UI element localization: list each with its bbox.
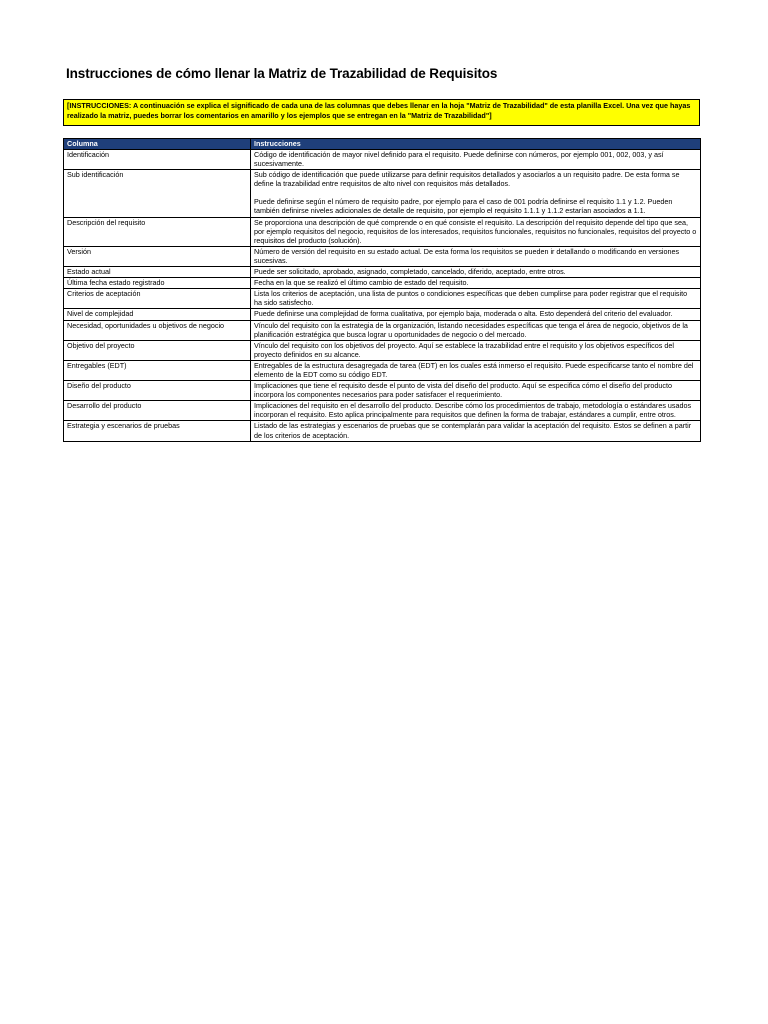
instructions-cell [251, 170, 701, 217]
column-name-cell: Última fecha estado registrado [64, 278, 251, 289]
column-name-cell: Desarrollo del producto [64, 401, 251, 421]
instructions-cell [251, 381, 701, 401]
instructions-cell [251, 246, 701, 266]
column-name-cell: Entregables (EDT) [64, 360, 251, 380]
column-name-cell: Estado actual [64, 267, 251, 278]
instructions-cell [251, 150, 701, 170]
instructions-cell [251, 217, 701, 246]
instruction-paragraph: Se proporciona una descripción de qué comprende o en qué consiste el requisito. La descripción del requisito depende del tipo que sea, por ejemplo requisitos del negocio, requisitos de los interesados, requisitos funcionales, requisitos no funcionales, requisitos del proyecto o requisitos del producto (solución). [254, 217, 697, 245]
instructions-cell [251, 289, 701, 309]
table-row [64, 217, 701, 246]
instructions-cell [251, 267, 701, 278]
instruction-paragraph: Código de identificación de mayor nivel definido para el requisito. Puede definirse con números, por ejemplo 001, 002, 003, y así sucesivamente. [254, 150, 664, 169]
instructions-table [63, 138, 701, 442]
instructions-cell [251, 421, 701, 441]
column-name-cell: Criterios de aceptación [64, 289, 251, 309]
table-row [64, 170, 701, 217]
instruction-paragraph: Listado de las estrategias y escenarios de pruebas que se contemplarán para validar la aceptación del requisito. Estos se definen a partir de los criterios de aceptación. [254, 421, 692, 440]
instruction-paragraph: Vínculo del requisito con los objetivos del proyecto. Aquí se establece la trazabilidad entre el requisito y los objetivos específicos del proyecto definidos en su alcance. [254, 340, 674, 359]
table-row [64, 360, 701, 380]
table-row [64, 246, 701, 266]
instruction-paragraph: Implicaciones del requisito en el desarrollo del producto. Describe cómo los procedimientos de trabajo, metodología o estándares usados incorporan el requisito. Esto aplica principalmente para requisitos que definen la forma de trabajar, estándares a cumplir, entre otros. [254, 401, 692, 420]
column-name-cell: Nivel de complejidad [64, 309, 251, 320]
column-name-cell: Diseño del producto [64, 381, 251, 401]
instruction-paragraph: Lista los criterios de aceptación, una lista de puntos o condiciones específicas que deben cumplirse para poder registrar que el requisito ha sido satisfecho. [254, 289, 688, 308]
header-instrucciones: Instrucciones [251, 139, 701, 150]
table-row [64, 309, 701, 320]
column-name-cell: Descripción del requisito [64, 217, 251, 246]
instruction-paragraph: Puede definirse según el número de requisito padre, por ejemplo para el caso de 001 podría definirse el requisito 1.1 y 1.2. Pueden también definirse niveles adicionales de detalle de requisito, por ejemplo el requisito 1.1.1 y 1.1.2 estarían asociados a 1.1. [254, 197, 673, 216]
column-name-cell: Versión [64, 246, 251, 266]
column-name-cell: Sub identificación [64, 170, 251, 217]
column-name-cell: Estrategia y escenarios de pruebas [64, 421, 251, 441]
table-row [64, 267, 701, 278]
instructions-cell [251, 401, 701, 421]
instruction-paragraph: Sub código de identificación que puede utilizarse para definir requisitos detallados y asociarlos a un requisito padre. De esta forma se define la trazabilidad entre requisitos de alto nivel con requisitos más detallados. [254, 170, 680, 189]
instruction-paragraph: Implicaciones que tiene el requisito desde el punto de vista del diseño del producto. Aquí se especifica cómo el diseño del producto incorpora los componentes necesarios para poder satisfacer el requerimiento. [254, 381, 672, 400]
instructions-cell [251, 309, 701, 320]
column-name-cell: Necesidad, oportunidades u objetivos de negocio [64, 320, 251, 340]
instruction-paragraph: Entregables de la estructura desagregada de tarea (EDT) en los cuales está inmerso el requisito. Puede especificarse tanto el nombre del elemento de la EDT como su código EDT. [254, 360, 694, 379]
instructions-cell [251, 320, 701, 340]
table-row [64, 381, 701, 401]
column-name-cell: Objetivo del proyecto [64, 340, 251, 360]
instructions-cell [251, 360, 701, 380]
instruction-paragraph: Puede ser solicitado, aprobado, asignado, completado, cancelado, diferido, aceptado, entre otros. [254, 267, 566, 277]
column-name-cell: Identificación [64, 150, 251, 170]
table-row [64, 150, 701, 170]
table-row [64, 278, 701, 289]
table-row [64, 320, 701, 340]
instruction-paragraph: Número de versión del requisito en su estado actual. De esta forma los requisitos se pueden ir detallando o modificando en versiones sucesivas. [254, 246, 680, 265]
table-row [64, 421, 701, 441]
page-title: Instrucciones de cómo llenar la Matriz de Trazabilidad de Requisitos [66, 66, 498, 81]
table-row [64, 401, 701, 421]
header-columna: Columna [64, 139, 251, 150]
instructions-cell [251, 278, 701, 289]
instruction-paragraph: Vínculo del requisito con la estrategia de la organización, listando necesidades específicas que tenga el área de negocio, objetivos de la planificación estratégica que busca lograr u oportunidades de negocio o del mercado. [254, 320, 688, 339]
table-header-row [64, 139, 701, 150]
instructions-note: [INSTRUCCIONES: A continuación se explica el significado de cada una de las columnas que debes llenar en la hoja "Matriz de Trazabilidad" de esta planilla Excel. Una vez que hayas realizado la matriz, puedes borrar los comentarios en amarillo y los ejemplos que se entregan en la "Matriz de Trazabilidad"] [63, 99, 700, 126]
instructions-cell [251, 340, 701, 360]
table-row [64, 340, 701, 360]
table-body [64, 150, 701, 442]
table-row [64, 289, 701, 309]
instruction-paragraph: Puede definirse una complejidad de forma cualitativa, por ejemplo baja, moderada o alta. Esto dependerá del criterio del evaluador. [254, 309, 673, 319]
instruction-paragraph: Fecha en la que se realizó el último cambio de estado del requisito. [254, 278, 469, 288]
